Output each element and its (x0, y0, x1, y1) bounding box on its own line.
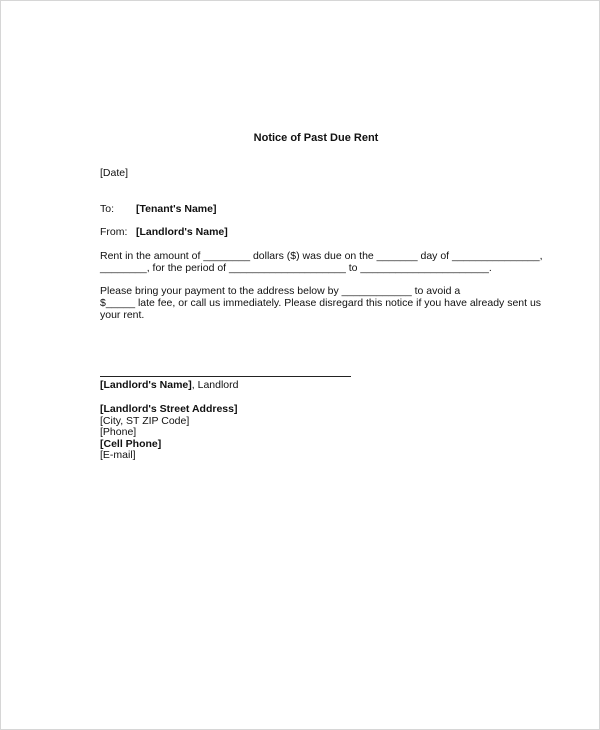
signature-name-line (100, 379, 238, 391)
signature-landlord-name: [Landlord's Name] (100, 379, 192, 391)
landlord-name-from: [Landlord's Name] (136, 226, 228, 238)
paragraph-1-line-2: ________, for the period of ____________________ to ______________________. (100, 262, 492, 274)
paragraph-2-line-3: your rent. (100, 309, 145, 321)
signature-landlord-suffix: , Landlord (191, 379, 239, 391)
document-title: Notice of Past Due Rent (253, 132, 379, 144)
to-line (100, 203, 216, 215)
paragraph-1-line-1: Rent in the amount of ________ dollars ($) was due on the _______ day of _______________, (100, 250, 543, 262)
cell-phone: [Cell Phone] (100, 438, 162, 450)
paragraph-2-line-1: Please bring your payment to the address below by ____________ to avoid a (100, 285, 461, 297)
from-line (100, 226, 228, 238)
paragraph-2-line-2: $_____ late fee, or call us immediately. Please disregard this notice if you have already sent us (100, 297, 542, 309)
city-state-zip: [City, ST ZIP Code] (100, 415, 190, 427)
email: [E-mail] (100, 449, 136, 461)
from-label: From: (100, 226, 128, 238)
tenant-name: [Tenant's Name] (136, 203, 217, 215)
to-label: To: (100, 203, 115, 215)
street-address: [Landlord's Street Address] (100, 403, 238, 415)
phone: [Phone] (100, 426, 137, 438)
signature-line (100, 376, 351, 377)
date-placeholder: [Date] (100, 167, 129, 179)
